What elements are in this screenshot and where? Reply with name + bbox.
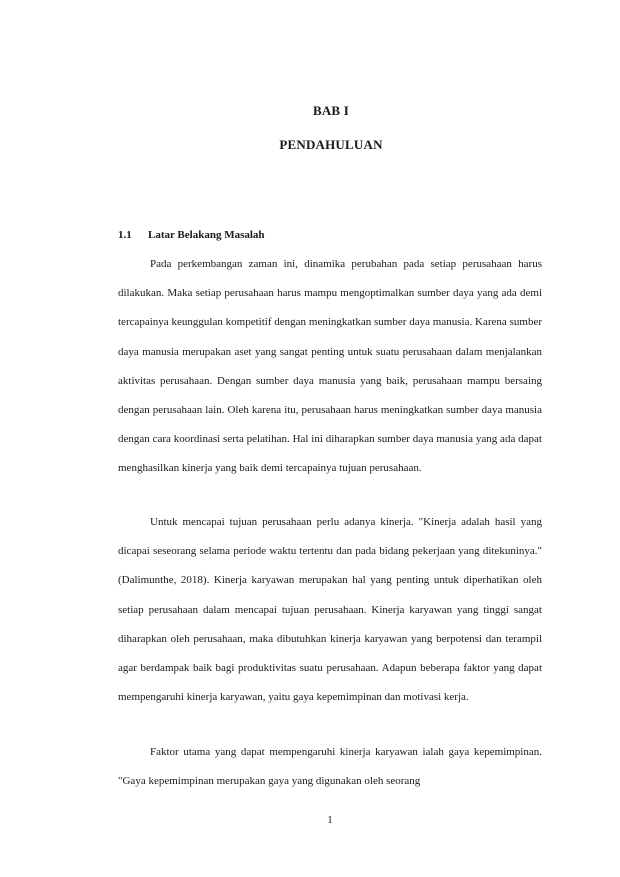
- body-paragraph-block: [118, 250, 542, 484]
- body-paragraph-block: [118, 738, 542, 796]
- section-heading: [118, 229, 265, 241]
- paragraph: Faktor utama yang dapat mempengaruhi kinerja karyawan ialah gaya kepemimpinan. "Gaya kepemimpinan merupakan gaya yang digunakan oleh seorang: [118, 746, 542, 788]
- body-paragraph-block: [118, 508, 542, 712]
- section-title: Latar Belakang Masalah: [148, 229, 265, 241]
- chapter-label: BAB I: [312, 103, 350, 118]
- paragraph: Untuk mencapai tujuan perusahaan perlu adanya kinerja. "Kinerja adalah hasil yang dicapai seseorang selama periode waktu tertentu dan pada bidang pekerjaan yang ditekuninya." (Dalimunthe, 2018). Kinerja karyawan merupakan hal yang penting untuk diperhatikan oleh setiap perusahaan dalam mencapai tujuan perusahaan. Kinerja karyawan yang tinggi sangat diharapkan oleh perusahaan, maka dibutuhkan kinerja karyawan yang berpotensi dan terampil agar berdampak baik bagi produktivitas suatu perusahaan. Adapun beberapa faktor yang dapat mempengaruhi kinerja karyawan, yaitu gaya kepemimpinan dan motivasi kerja.: [118, 516, 542, 704]
- chapter-title: PENDAHULUAN: [279, 137, 383, 152]
- page-number: 1: [327, 814, 333, 826]
- section-number: 1.1: [118, 229, 132, 241]
- paragraph: Pada perkembangan zaman ini, dinamika perubahan pada setiap perusahaan harus dilakukan. Maka setiap perusahaan harus mampu mengoptimalkan sumber daya yang ada demi tercapainya keunggulan kompetitif dengan meningkatkan sumber daya manusia. Karena sumber daya manusia merupakan aset yang sangat penting untuk suatu perusahaan dalam menjalankan aktivitas perusahaan. Dengan sumber daya manusia yang baik, perusahaan mampu bersaing dengan perusahaan lain. Oleh karena itu, perusahaan harus meningkatkan sumber daya manusia dengan cara koordinasi serta pelatihan. Hal ini diharapkan sumber daya manusia yang ada dapat menghasilkan kinerja yang baik demi tercapainya tujuan perusahaan.: [118, 258, 542, 475]
